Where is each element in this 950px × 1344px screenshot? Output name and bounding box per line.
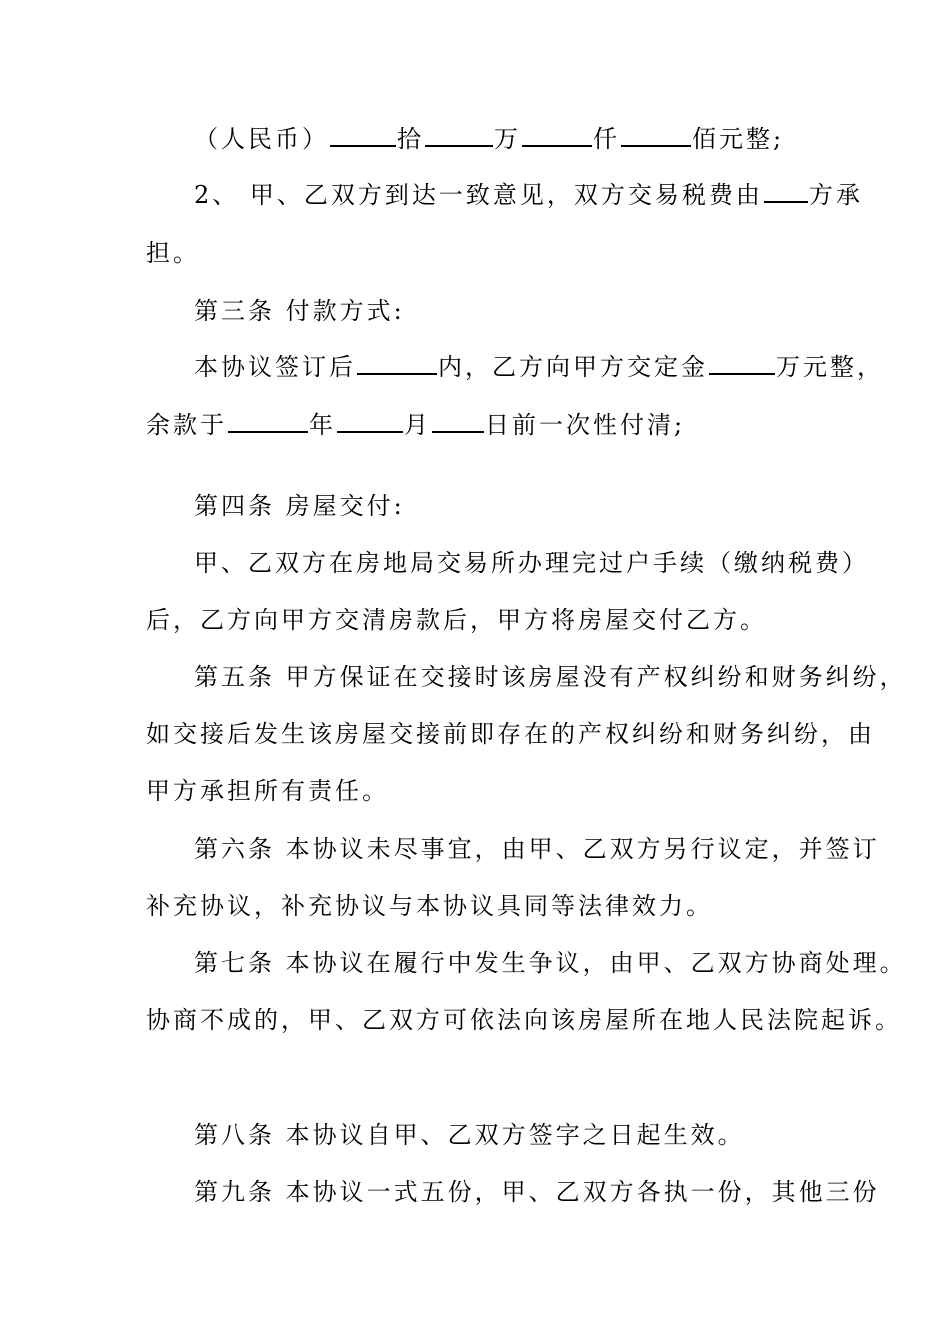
text-segment: 佰元整; [692, 125, 785, 153]
blank-field [432, 411, 484, 433]
text-segment: 余款于 [146, 411, 227, 439]
line-text: 补充协议，补充协议与本协议具同等法律效力。 [146, 892, 713, 920]
text-segment: 万元整， [776, 353, 884, 381]
blank-field [425, 125, 493, 147]
line-text: 协商不成的，甲、乙双方可依法向该房屋所在地人民法院起诉。 [146, 1006, 902, 1034]
article-5: 第五条 甲方保证在交接时该房屋没有产权纠纷和财务纠纷， [194, 663, 907, 691]
text-segment: 万 [494, 125, 521, 153]
line-tax-clause [194, 180, 863, 210]
line-text: 甲、乙双方在房地局交易所办理完过户手续（缴纳税费） [194, 549, 869, 577]
line-text: 甲方承担所有责任。 [146, 777, 389, 805]
text-segment: 2、 甲、乙双方到达一致意见，双方交易税费由 [194, 181, 763, 209]
blank-field [228, 411, 308, 433]
text-segment: 月 [404, 411, 431, 439]
blank-field [330, 125, 396, 147]
article-7: 第七条 本协议在履行中发生争议，由甲、乙双方协商处理。 [194, 949, 907, 977]
blank-field [337, 411, 403, 433]
text-segment: 年 [309, 411, 336, 439]
blank-field [522, 125, 592, 147]
line-text: 担。 [146, 239, 200, 267]
article-4-heading: 第四条 房屋交付: [194, 492, 405, 520]
blank-field [764, 181, 808, 203]
article-3-heading: 第三条 付款方式: [194, 297, 405, 325]
line-text: 后，乙方向甲方交清房款后，甲方将房屋交付乙方。 [146, 606, 767, 634]
text-segment: 拾 [397, 125, 424, 153]
article-8: 第八条 本协议自甲、乙双方签字之日起生效。 [194, 1121, 745, 1149]
article-9: 第九条 本协议一式五份，甲、乙双方各执一份，其他三份 [194, 1178, 880, 1206]
text-segment: 本协议签订后 [194, 353, 356, 381]
line-deposit [194, 352, 884, 382]
blank-field [357, 353, 437, 375]
blank-field [709, 353, 775, 375]
text-segment: 内，乙方向甲方交定金 [438, 353, 708, 381]
line-text: 如交接后发生该房屋交接前即存在的产权纠纷和财务纠纷，由 [146, 720, 875, 748]
article-6: 第六条 本协议未尽事宜，由甲、乙双方另行议定，并签订 [194, 835, 880, 863]
line-balance-date [146, 410, 685, 440]
blank-field [621, 125, 691, 147]
text-segment: 日前一次性付清; [485, 411, 686, 439]
text-segment: （人民币） [194, 125, 329, 153]
text-segment: 仟 [593, 125, 620, 153]
text-segment: 方承 [808, 181, 863, 209]
line-rmb-amount [194, 124, 784, 154]
